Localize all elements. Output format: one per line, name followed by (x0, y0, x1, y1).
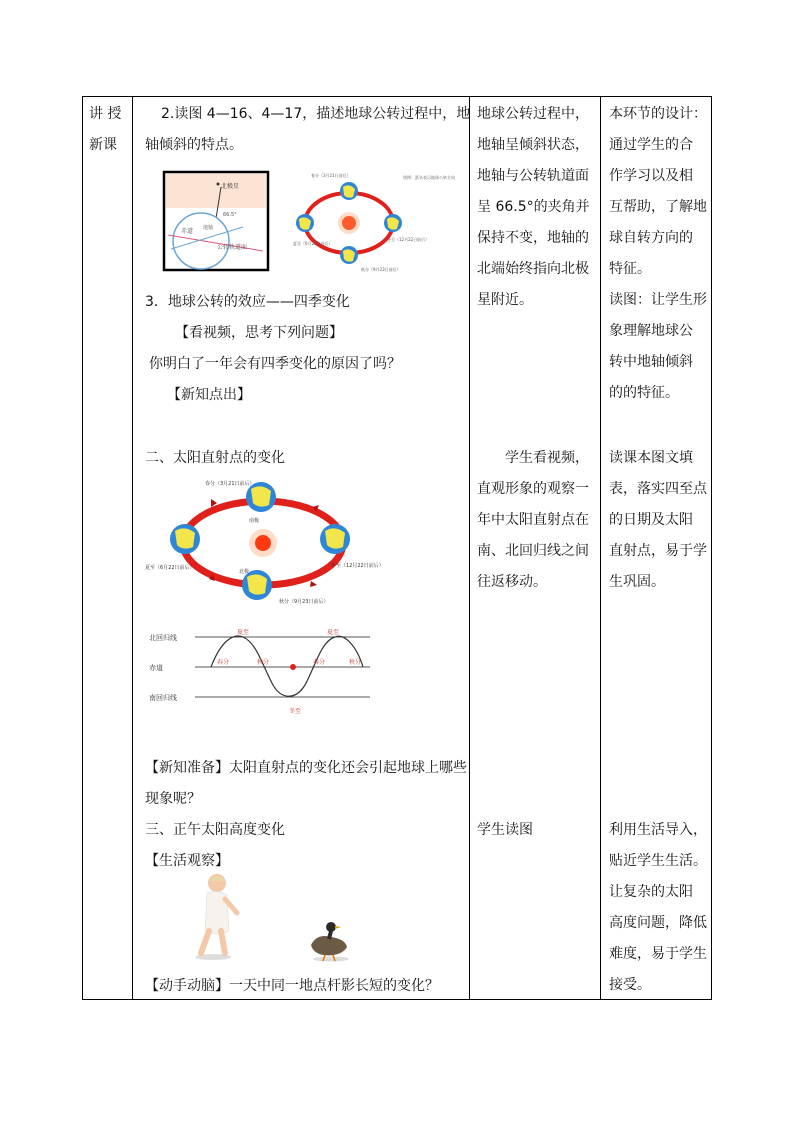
text-line: 表，落实四至点 (609, 481, 707, 497)
orbit-large-figure (145, 473, 393, 613)
axis-tilt-figure (163, 171, 269, 271)
text-line: 保持不变，地轴的 (477, 230, 589, 246)
sine-label: 赤道 (149, 664, 163, 672)
text-line: 作学习以及相 (609, 168, 693, 184)
text-line: 转中地轴倾斜 (609, 354, 693, 370)
section-label: 讲 授 (89, 106, 122, 122)
section-title: 二、太阳直射点的变化 (145, 450, 285, 466)
student-activity (477, 443, 591, 598)
text-line: 生巩固。 (609, 574, 665, 590)
text-line: 地轴与公转轨道面 (477, 168, 589, 184)
student-activity (477, 99, 591, 316)
student-activity (477, 815, 591, 846)
orbit-small-label: 夏至（6月22日前后） (293, 241, 333, 246)
sine-label: 春分 (313, 659, 326, 666)
sine-label: 秋分 (349, 659, 362, 666)
design-intent (609, 815, 707, 1001)
text-line: 利用生活导入， (609, 822, 707, 838)
text-line: 地轴呈倾斜状态， (477, 137, 589, 153)
globe-icon (320, 524, 350, 554)
column-divider (600, 97, 601, 999)
text-line: 南、北回归线之间 (477, 543, 589, 559)
design-intent (609, 443, 707, 598)
text-line: 学生看视频， (505, 450, 589, 466)
main-text: 【动手动脑】一天中同一地点杆影长短的变化？ (145, 978, 439, 994)
orbit-label-spring: 春分（3月21日前后） (205, 481, 255, 487)
orbit-label-summer: 夏至（6月22日前后） (145, 565, 195, 571)
fig1-north-star: 北极星 (221, 183, 240, 190)
text-line: 特征。 (609, 261, 651, 277)
globe-icon (296, 214, 314, 232)
orbit-small-note: 图例：箭头表示地球公转方向 (403, 175, 455, 180)
text-line: 接受。 (609, 977, 651, 993)
sine-label: 北回归线 (149, 634, 177, 642)
main-text: 【生活观察】 (145, 853, 229, 869)
fig1-equator: 赤道 (181, 228, 194, 235)
orbit-small-label: 冬至（12月22日前后） (387, 237, 430, 242)
lesson-table (82, 96, 712, 1000)
orbit-label-autumn: 秋分（9月23日前后） (279, 599, 329, 605)
main-text: 现象呢？ (145, 791, 201, 807)
text-line: 贴近学生生活。 (609, 853, 707, 869)
main-text: 【新知点出】 (167, 387, 251, 403)
section-label: 新课 (89, 137, 117, 153)
text-line: 通过学生的合 (609, 137, 693, 153)
text-line: 高度问题，降低 (609, 915, 707, 931)
text-line: 让复杂的太阳 (609, 884, 693, 900)
orbit-label-winter: 冬至（12月22日前后） (331, 563, 384, 569)
text-line: 学生读图 (477, 822, 533, 838)
text-line: 地球公转过程中， (477, 106, 589, 122)
section-title: 三、正午太阳高度变化 (145, 822, 285, 838)
text-line: 象理解地球公 (609, 323, 693, 339)
fig1-axis: 地轴 (203, 225, 214, 231)
sine-label: 春分 (217, 659, 230, 666)
text-line: 读课本图文填 (609, 450, 693, 466)
text-line: 的日期及太阳 (609, 512, 693, 528)
main-text: 你明白了一年会有四季变化的原因了吗？ (149, 356, 401, 372)
sine-label: 夏至 (237, 629, 250, 636)
text-line: 互帮助，了解地 (609, 199, 707, 215)
child-and-duck-illustration (191, 873, 351, 963)
sine-label: 秋分 (257, 659, 270, 666)
fig1-angle: 66.5° (223, 212, 237, 218)
text-line: 呈 66.5°的夹角并 (477, 199, 590, 215)
text-line: 球自转方向的 (609, 230, 693, 246)
sine-label: 夏至 (327, 629, 340, 636)
main-text: 轴倾斜的特点。 (145, 137, 243, 153)
sine-label: 冬至 (289, 708, 302, 715)
text-line: 北端始终指向北极 (477, 261, 589, 277)
column-divider (469, 97, 470, 999)
design-intent (609, 99, 707, 409)
text-line: 年中太阳直射点在 (477, 512, 589, 528)
subsolar-migration-figure (145, 627, 385, 717)
main-text: 2.读图 4—16、4—17，描述地球公转过程中，地 (161, 106, 471, 122)
text-line: 难度，易于学生 (609, 946, 707, 962)
fig1-orbit-plane: 公转轨道面 (217, 244, 248, 251)
orbit-small-figure (293, 167, 455, 277)
text-line: 的的特征。 (609, 385, 679, 401)
orbit-small-label: 春分（3月21日前后） (311, 173, 351, 178)
globe-icon (340, 246, 358, 264)
text-line: 本环节的设计： (609, 106, 707, 122)
text-line: 读图：让学生形 (609, 292, 707, 308)
globe-icon (340, 182, 358, 200)
sine-label: 南回归线 (149, 694, 177, 702)
orbit-small-label: 秋分（9月23日前后） (361, 267, 401, 272)
text-line: 直射点，易于学 (609, 543, 707, 559)
text-line: 星附近。 (477, 292, 533, 308)
orbit-pole-label: 南极 (249, 518, 260, 524)
main-text: 【看视频，思考下列问题】 (175, 325, 343, 341)
column-divider (132, 97, 133, 999)
text-line: 直观形象的观察一 (477, 481, 589, 497)
globe-icon (384, 214, 402, 232)
main-text: 【新知准备】太阳直射点的变化还会引起地球上哪些 (145, 760, 467, 776)
globe-icon (170, 524, 200, 554)
section-title: 3．地球公转的效应——四季变化 (145, 294, 350, 310)
orbit-pole-label: 北极 (239, 569, 250, 575)
text-line: 往返移动。 (477, 574, 547, 590)
